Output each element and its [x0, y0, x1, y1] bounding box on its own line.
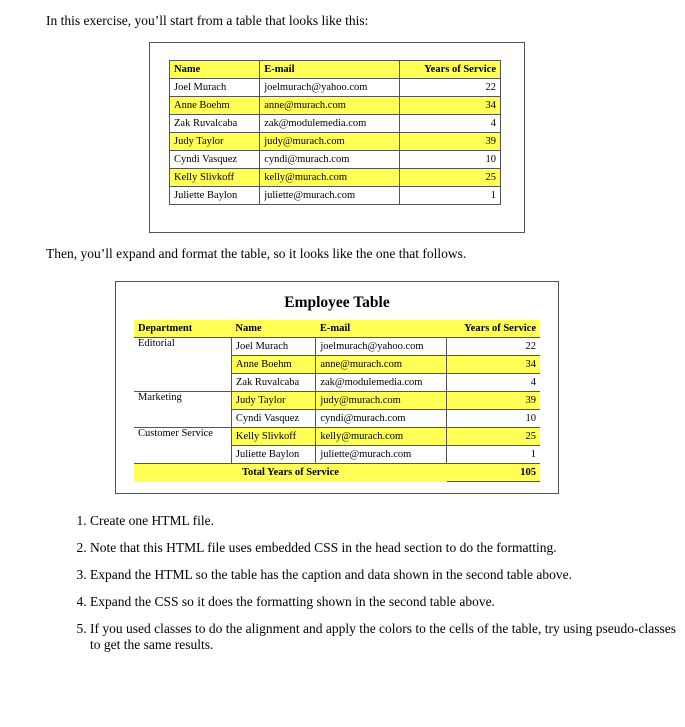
cell-name: Joel Murach: [231, 338, 315, 356]
cell-name: Cyndi Vasquez: [231, 410, 315, 428]
cell-name: Kelly Slivkoff: [170, 169, 260, 187]
cell-years: 39: [447, 392, 540, 410]
table-row: [170, 79, 501, 97]
cell-name: Judy Taylor: [231, 392, 315, 410]
cell-department: Editorial: [134, 338, 231, 392]
table-row: [170, 133, 501, 151]
cell-name: Joel Murach: [170, 79, 260, 97]
cell-name: Kelly Slivkoff: [231, 428, 315, 446]
cell-email: kelly@murach.com: [316, 428, 447, 446]
employee-table: [134, 294, 540, 482]
cell-email: zak@modulemedia.com: [316, 374, 447, 392]
cell-name: Juliette Baylon: [231, 446, 315, 464]
list-item: 1. Create one HTML file.: [90, 513, 680, 529]
total-label: Total Years of Service: [241, 467, 339, 479]
cell-years: 39: [400, 133, 501, 151]
cell-years: 25: [447, 428, 540, 446]
table-row: [170, 97, 501, 115]
cell-name: Judy Taylor: [170, 133, 260, 151]
cell-email: juliette@murach.com: [316, 446, 447, 464]
then-text: Then, you’ll expand and format the table, so it looks like the one that follows.: [46, 246, 467, 261]
cell-email: juliette@murach.com: [260, 187, 400, 205]
cell-email: joelmurach@yahoo.com: [260, 79, 400, 97]
cell-name: Zak Ruvalcaba: [170, 115, 260, 133]
cell-years: 34: [400, 97, 501, 115]
table-header-row: [134, 320, 540, 338]
table-row: [170, 187, 501, 205]
cell-name: Anne Boehm: [170, 97, 260, 115]
table-row: [170, 115, 501, 133]
cell-name: Cyndi Vasquez: [170, 151, 260, 169]
table-row: [170, 169, 501, 187]
list-item: 3. Expand the HTML so the table has the caption and data shown in the second table above.: [90, 567, 680, 583]
table-footer-row: [134, 464, 540, 482]
cell-years: 10: [447, 410, 540, 428]
cell-email: kelly@murach.com: [260, 169, 400, 187]
table-row: [170, 151, 501, 169]
cell-email: joelmurach@yahoo.com: [316, 338, 447, 356]
table-row: [134, 392, 540, 410]
cell-name: Zak Ruvalcaba: [231, 374, 315, 392]
list-item: 5. If you used classes to do the alignment and apply the colors to the cells of the table, try using pseudo-classes to get the same results.: [90, 621, 680, 653]
table-header-row: [170, 61, 501, 79]
header-years: Years of Service: [447, 320, 540, 338]
table-caption: Employee Table: [284, 294, 390, 311]
header-years: Years of Service: [400, 61, 501, 79]
cell-email: zak@modulemedia.com: [260, 115, 400, 133]
list-item: 2. Note that this HTML file uses embedded CSS in the head section to do the formatting.: [90, 540, 680, 556]
table-row: [134, 428, 540, 446]
header-department: Department: [134, 320, 231, 338]
cell-years: 25: [400, 169, 501, 187]
target-table-frame: [115, 281, 559, 494]
cell-years: 22: [447, 338, 540, 356]
cell-email: cyndi@murach.com: [316, 410, 447, 428]
starting-table-frame: [149, 42, 525, 233]
cell-department: Customer Service: [134, 428, 231, 464]
cell-years: 4: [400, 115, 501, 133]
cell-email: anne@murach.com: [260, 97, 400, 115]
starting-table: [169, 60, 501, 205]
cell-email: judy@murach.com: [260, 133, 400, 151]
cell-years: 34: [447, 356, 540, 374]
intro-text: In this exercise, you’ll start from a table that looks like this:: [46, 13, 369, 28]
cell-years: 22: [400, 79, 501, 97]
total-value: 105: [447, 464, 540, 482]
cell-name: Anne Boehm: [231, 356, 315, 374]
cell-email: judy@murach.com: [316, 392, 447, 410]
table-row: [134, 338, 540, 356]
instruction-list: [58, 513, 680, 664]
header-name: Name: [170, 61, 260, 79]
cell-department: Marketing: [134, 392, 231, 428]
cell-name: Juliette Baylon: [170, 187, 260, 205]
cell-years: 4: [447, 374, 540, 392]
cell-years: 1: [447, 446, 540, 464]
header-email: E-mail: [316, 320, 447, 338]
cell-email: cyndi@murach.com: [260, 151, 400, 169]
header-email: E-mail: [260, 61, 400, 79]
cell-years: 10: [400, 151, 501, 169]
cell-email: anne@murach.com: [316, 356, 447, 374]
cell-years: 1: [400, 187, 501, 205]
header-name: Name: [231, 320, 315, 338]
list-item: 4. Expand the CSS so it does the formatting shown in the second table above.: [90, 594, 680, 610]
